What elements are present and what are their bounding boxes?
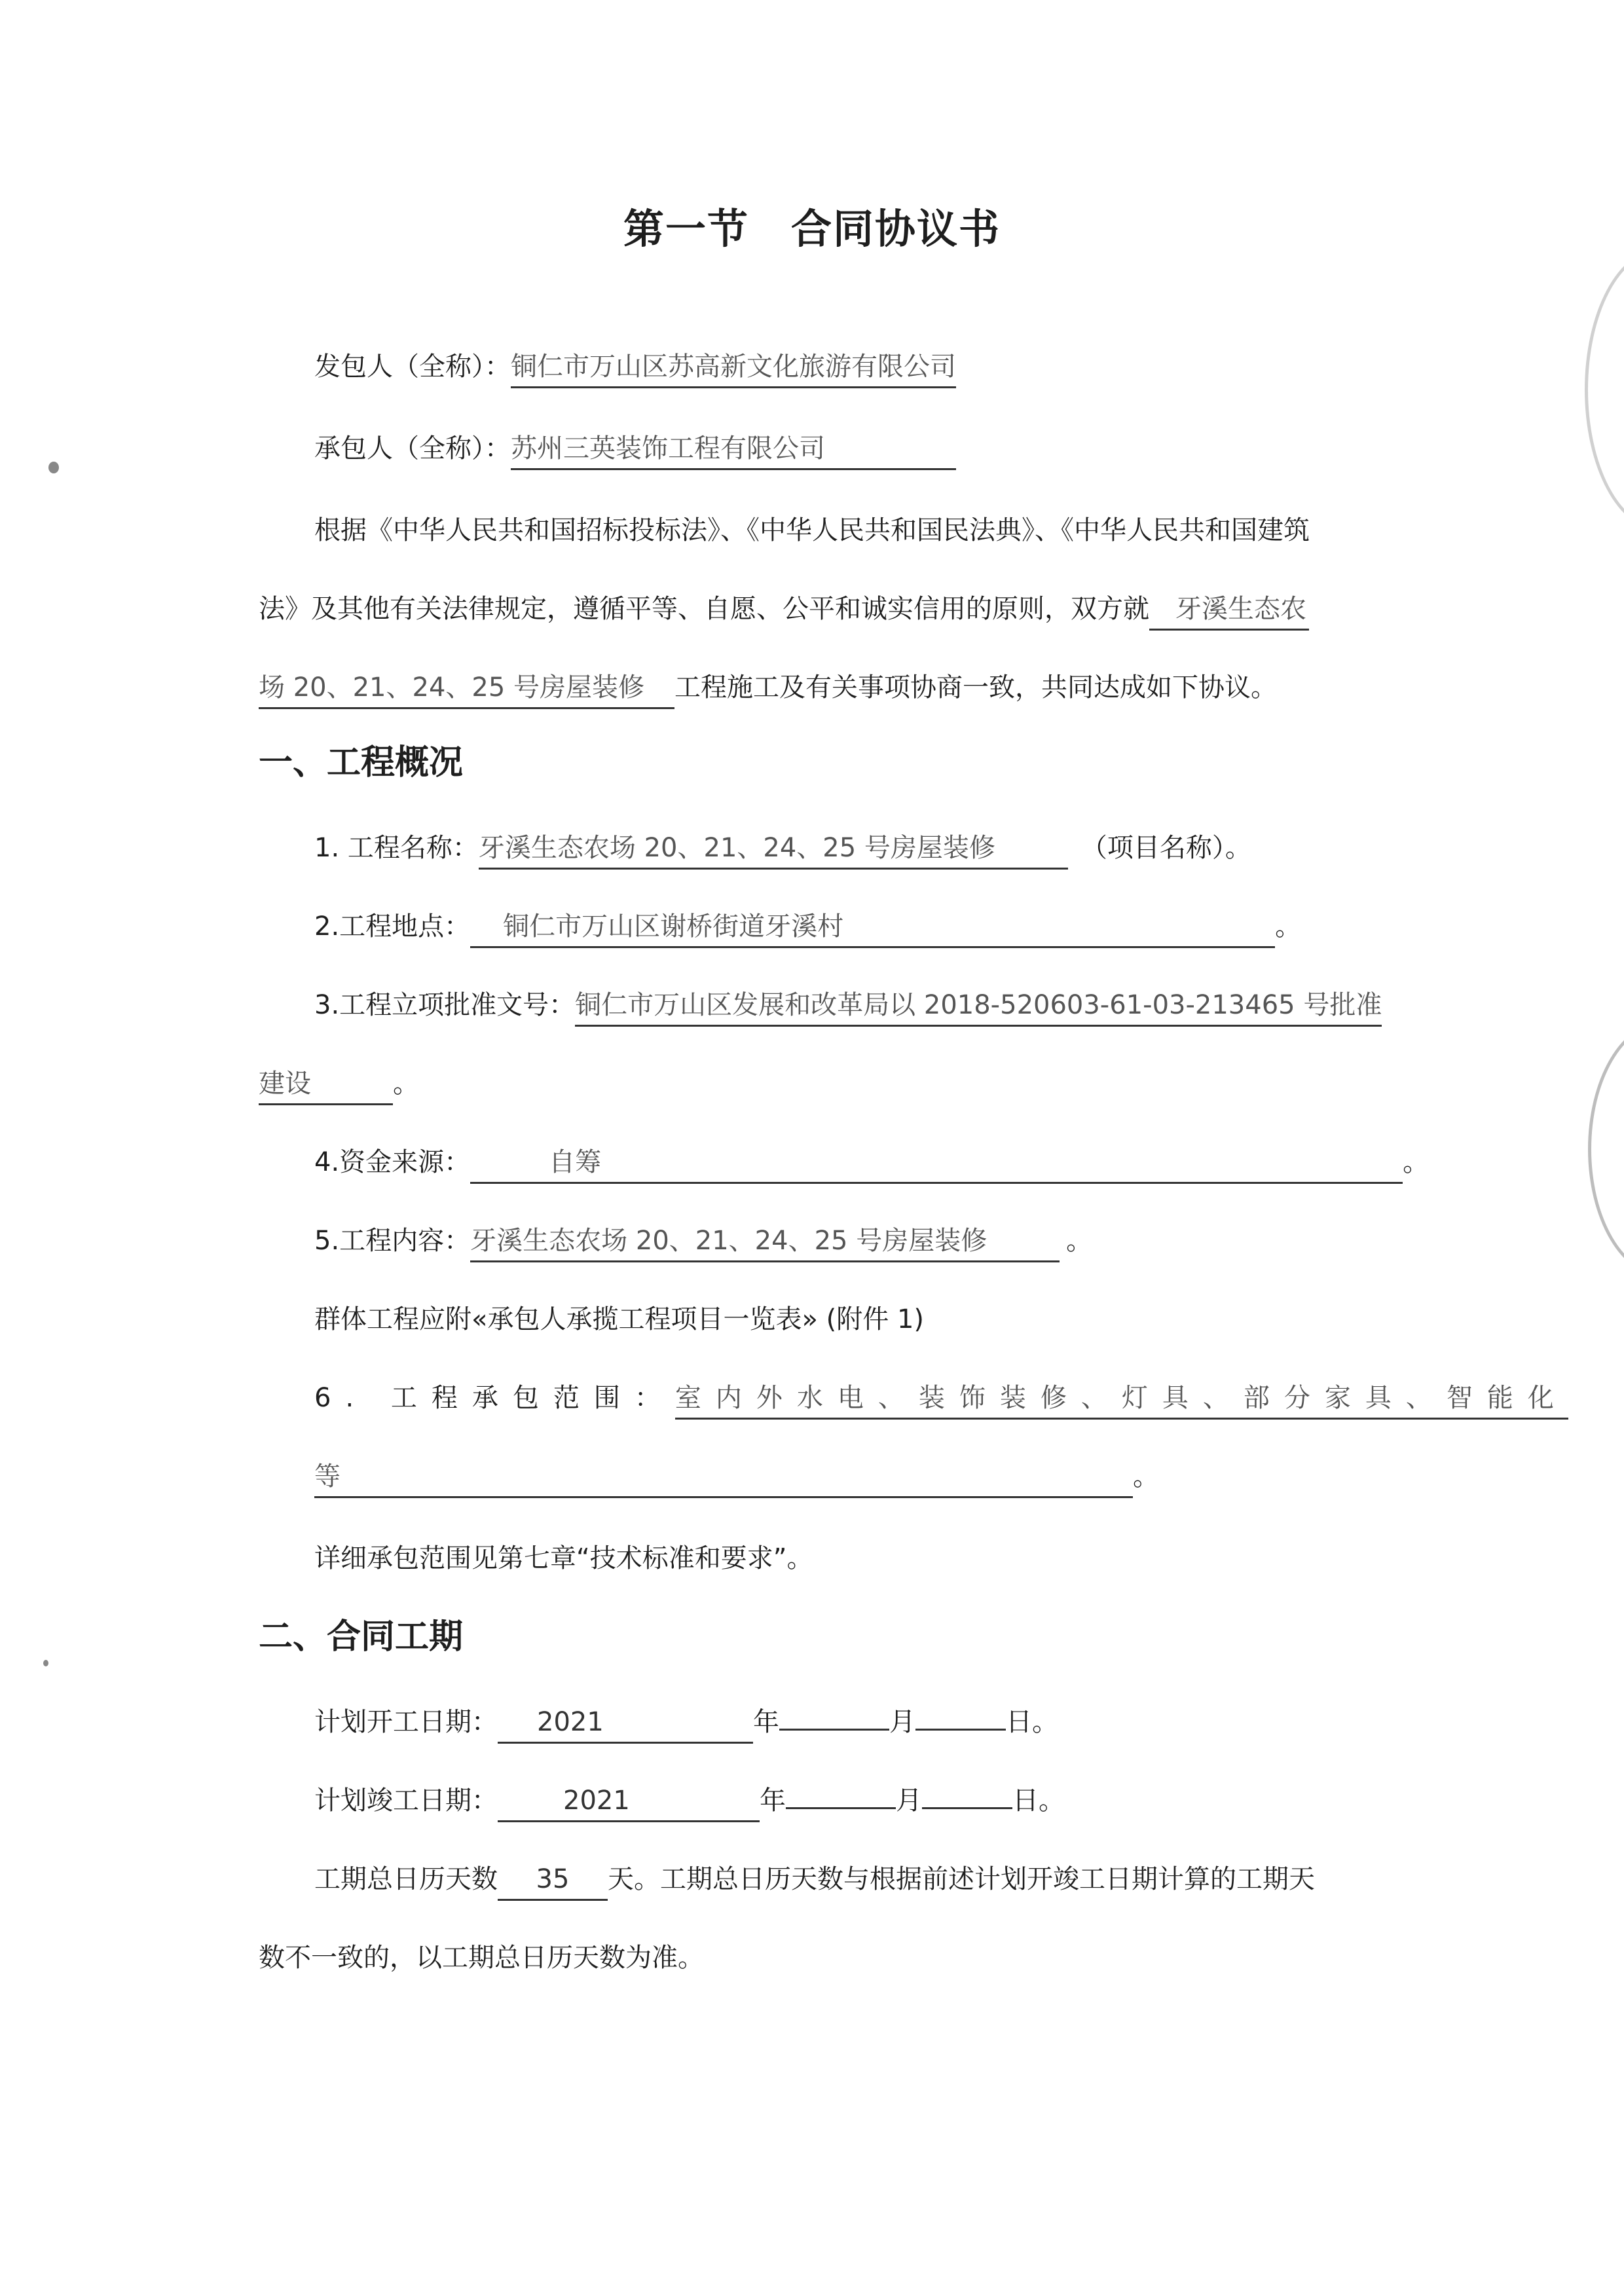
item-value: 牙溪生态农场 20、21、24、25 号房屋装修 [470, 1221, 1060, 1262]
item-approval-number-cont [259, 1064, 419, 1105]
planned-end-date [314, 1781, 1065, 1822]
intro-line-3 [259, 668, 1277, 709]
year-unit: 年 [760, 1786, 786, 1816]
item-value: 牙溪生态农场 20、21、24、25 号房屋装修 [479, 828, 1068, 870]
end-day [922, 1807, 1012, 1809]
item-label: 1. 工程名称： [314, 833, 479, 863]
item-project-location [314, 907, 1301, 948]
item-value: 铜仁市万山区谢桥街道牙溪村 [470, 907, 1275, 948]
date-label: 计划开工日期： [314, 1707, 498, 1737]
intro-line-2 [259, 589, 1309, 631]
total-days-value: 35 [498, 1860, 608, 1901]
project-name-fill: 牙溪生态农 [1149, 589, 1309, 631]
item-suffix: 。 [1066, 1226, 1093, 1256]
scan-speck [48, 462, 59, 473]
item-suffix: 。 [1133, 1461, 1159, 1492]
note-scope-detail: 详细承包范围见第七章“技术标准和要求”。 [314, 1543, 813, 1573]
item-project-content [314, 1221, 1092, 1262]
item-label: 5.工程内容： [314, 1226, 471, 1256]
intro-line-1: 根据《中华人民共和国招标投标法》、《中华人民共和国民法典》、《中华人民共和国建筑 [314, 515, 1310, 545]
total-days-text: 天。工期总日历天数与根据前述计划开竣工日期计算的工期天 [608, 1864, 1315, 1894]
contractor-line [314, 429, 956, 470]
employer-label: 发包人（全称）： [314, 352, 511, 382]
total-days-label: 工期总日历天数 [314, 1864, 498, 1894]
item-label: 6. 工程承包范围： [314, 1383, 675, 1413]
item-contract-scope-cont [314, 1457, 1159, 1498]
item-label: 3.工程立项批准文号： [314, 990, 576, 1020]
day-unit: 日。 [1006, 1707, 1058, 1737]
item-label: 4.资金来源： [314, 1147, 471, 1177]
employer-value: 铜仁市万山区苏高新文化旅游有限公司 [511, 347, 956, 388]
planned-start-date [314, 1702, 1058, 1744]
note-group-projects: 群体工程应附«承包人承揽工程项目一览表» (附件 1) [314, 1304, 925, 1334]
item-project-name [314, 828, 1251, 870]
seal-stamp-top [1585, 249, 1624, 530]
item-value: 铜仁市万山区发展和改革局以 2018-520603-61-03-213465 号批准 [575, 985, 1382, 1027]
item-value: 等 [314, 1457, 1133, 1498]
end-year: 2021 [498, 1781, 760, 1822]
item-suffix: （项目名称）。 [1080, 833, 1251, 863]
scan-speck [43, 1660, 48, 1666]
seal-stamp-bottom [1588, 1021, 1624, 1277]
contractor-label: 承包人（全称）： [314, 433, 511, 464]
item-value: 自筹 [470, 1143, 1403, 1184]
date-label: 计划竣工日期： [314, 1786, 498, 1816]
item-fund-source [314, 1143, 1429, 1184]
item-approval-number [314, 985, 1382, 1027]
item-value: 建设 [259, 1064, 393, 1105]
intro-text: 工程施工及有关事项协商一致，共同达成如下协议。 [674, 672, 1277, 703]
end-month [786, 1807, 896, 1809]
item-suffix: 。 [393, 1069, 419, 1099]
total-days-line-2: 数不一致的，以工期总日历天数为准。 [259, 1943, 704, 1973]
project-name-fill-cont: 场 20、21、24、25 号房屋装修 [259, 668, 674, 709]
item-label: 2.工程地点： [314, 911, 471, 942]
start-year: 2021 [498, 1702, 753, 1744]
month-unit: 月 [896, 1786, 922, 1816]
section-heading-duration: 二、合同工期 [259, 1617, 464, 1657]
month-unit: 月 [889, 1707, 915, 1737]
employer-line [314, 347, 956, 388]
intro-text: 法》及其他有关法律规定，遵循平等、自愿、公平和诚实信用的原则，双方就 [259, 594, 1149, 624]
contractor-value: 苏州三英装饰工程有限公司 [511, 429, 956, 470]
total-days-line-1 [314, 1860, 1315, 1901]
page-title: 第一节 合同协议书 [623, 205, 1001, 253]
start-month [779, 1729, 889, 1731]
item-suffix: 。 [1275, 911, 1302, 942]
item-contract-scope [314, 1378, 1568, 1420]
start-day [915, 1729, 1006, 1731]
item-value: 室内外水电、装饰装修、灯具、部分家具、智能化 [675, 1378, 1568, 1420]
year-unit: 年 [753, 1707, 779, 1737]
section-heading-overview: 一、工程概况 [259, 743, 464, 782]
item-suffix: 。 [1403, 1147, 1430, 1177]
day-unit: 日。 [1012, 1786, 1065, 1816]
